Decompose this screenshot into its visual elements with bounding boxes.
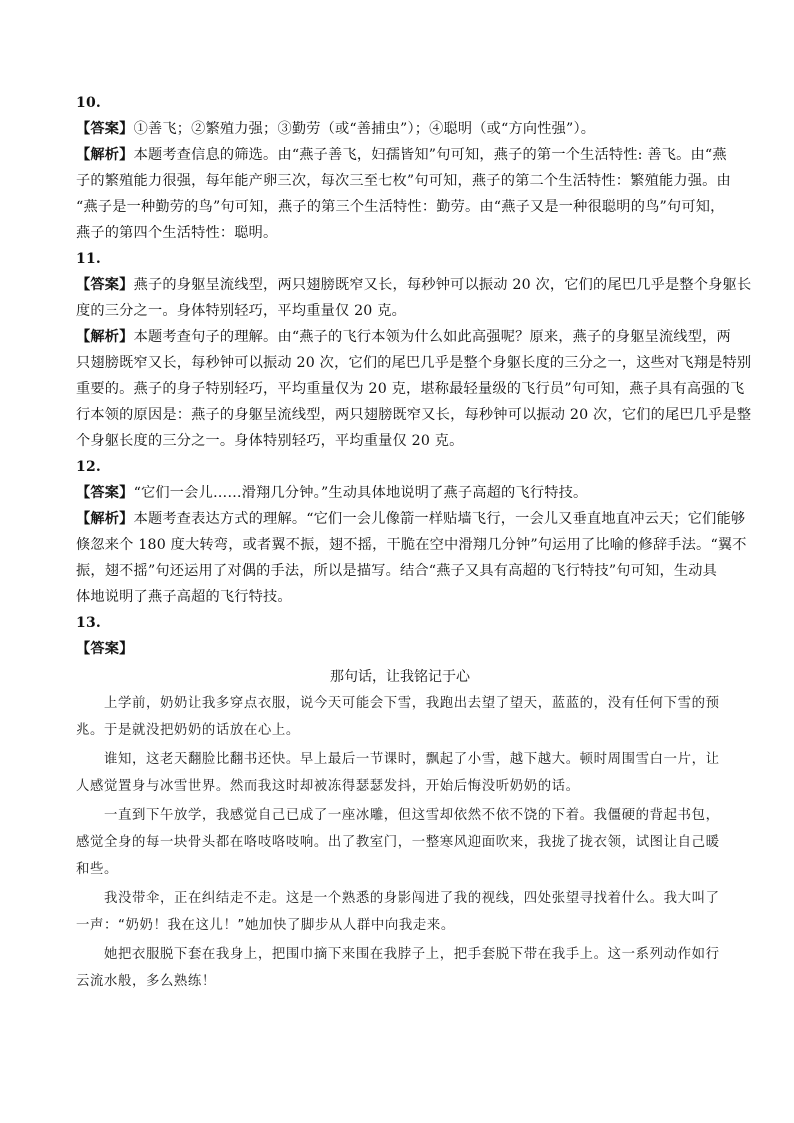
q12-analysis-line [76,506,746,532]
essay-line: 云流水般，多么熟练！ [76,974,216,989]
answer-text: 燕子的身躯呈流线型，两只翅膀既窄又长，每秒钟可以振动 20 次，它们的尾巴几乎是整个身躯长 [133,277,752,293]
q10-answer-text: ①善飞；②繁殖力强；③勤劳（或“善捕虫”）；④聪明（或“方向性强”）。 [133,121,596,137]
analysis-text: 本题考查句子的理解。由“燕子的飞行本领为什么如此高强呢？原来，燕子的身躯呈流线型，两 [133,329,731,345]
analysis-tag: 【解析】 [76,329,134,345]
q12-number: 12. [76,459,101,475]
essay-line: 人感觉置身与冰雪世界。然而我这时却被冻得瑟瑟发抖，开始后悔没听奶奶的话。 [76,779,580,794]
analysis-tag: 【解析】 [76,147,134,163]
q11-answer-line [76,272,752,298]
q10-number: 10. [76,95,101,111]
essay-paragraph [76,885,724,939]
essay-paragraph [76,941,724,995]
essay-line: 一直到下午放学，我感觉自己已成了一座冰雕，但这雪却依然不依不饶的下着。我僵硬的背起书包， [104,808,720,823]
essay-title: 那句话，让我铭记于心 [330,669,470,685]
essay-paragraph [76,690,724,744]
analysis-text: 本题考查表达方式的理解。“它们一会儿像箭一样贴墙飞行，一会儿又垂直地直冲云天；它们能够 [133,511,746,527]
essay-line: 上学前，奶奶让我多穿点衣服，说今天可能会下雪，我跑出去望了望天，蓝蓝的，没有任何下雪的预 [104,696,720,711]
q12-analysis-line: 倏忽来个 180 度大转弯，或者翼不振，翅不摇，干脆在空中滑翔几分钟”句运用了比喻的修辞手法。“翼不 [76,537,747,553]
essay-paragraph [76,802,724,883]
q10-analysis-line: “燕子是一种勤劳的鸟”句可知，燕子的第三个生活特性：勤劳。由“燕子又是一种很聪明的鸟”句可知， [76,199,725,215]
q10-answer [76,116,724,142]
answer-tag: 【答案】 [76,277,134,293]
answer-content [76,90,752,995]
q10-analysis-line: 燕子的第四个生活特性：聪明。 [76,225,278,241]
essay-line: 和些。 [76,862,118,877]
q11-number: 11. [76,251,101,267]
q11-analysis-line [76,324,731,350]
answer-tag: 【答案】 [76,641,134,657]
q10-analysis-line [76,142,727,168]
analysis-text: 本题考查信息的筛选。由“燕子善飞，妇孺皆知”句可知，燕子的第一个生活特性: 善飞。由“燕 [133,147,727,163]
answer-tag: 【答案】 [76,121,134,137]
essay-line: 她把衣服脱下套在我身上，把围巾摘下来围在我脖子上，把手套脱下带在我手上。这一系列动作如行 [104,947,720,962]
essay-line: 兆。于是就没把奶奶的话放在心上。 [76,723,300,738]
essay-line: 感觉全身的每一块骨头都在咯吱咯吱响。出了教室门，一整寒风迎面吹来，我拢了拢衣领，试图让自己暖 [76,835,720,850]
q13-answer [76,636,724,662]
analysis-tag: 【解析】 [76,511,134,527]
q12-answer [76,480,724,506]
essay-paragraph [76,746,724,800]
q11-analysis-line: 行本领的原因是：燕子的身躯呈流线型，两只翅膀既窄又长，每秒钟可以振动 20 次，它们的尾巴几乎是整 [76,407,752,423]
q12-analysis-line: 体地说明了燕子高超的飞行特技。 [76,589,292,605]
answer-text: “它们一会儿……滑翔几分钟。”生动具体地说明了燕子高超的飞行特技。 [133,485,588,501]
q12-analysis-line: 振，翅不摇”句还运用了对偶的手法，所以是描写。结合“燕子又具有高超的飞行特技”句可知，生动具 [76,563,718,579]
essay-line: 一声：“奶奶！我在这儿！”她加快了脚步从人群中向我走来。 [76,918,455,933]
answer-tag: 【答案】 [76,485,134,501]
essay-line: 谁知，这老天翻脸比翻书还快。早上最后一节课时，飘起了小雪，越下越大。顿时周围雪白一片，让 [104,752,720,767]
q11-analysis-line: 重要的。燕子的身子特别轻巧，平均重量仅为 20 克，堪称最轻量级的飞行员”句可知，燕子具有高强的飞 [76,381,745,397]
q11-analysis-line: 只翅膀既窄又长，每秒钟可以振动 20 次，它们的尾巴几乎是整个身躯长度的三分之一，这些对飞翔是特别 [76,355,752,371]
q13-number: 13. [76,615,101,631]
q11-answer-line: 度的三分之一。身体特别轻巧，平均重量仅 20 克。 [76,303,407,319]
essay-line: 我没带伞，正在纠结走不走。这是一个熟悉的身影闯进了我的视线，四处张望寻找着什么。我大叫了 [104,891,720,906]
q11-analysis-line: 个身躯长度的三分之一。身体特别轻巧，平均重量仅 20 克。 [76,433,464,449]
q10-analysis-line: 子的繁殖能力很强，每年能产卵三次，每次三至七枚”句可知，燕子的第二个生活特性：繁殖能力强。由 [76,173,731,189]
